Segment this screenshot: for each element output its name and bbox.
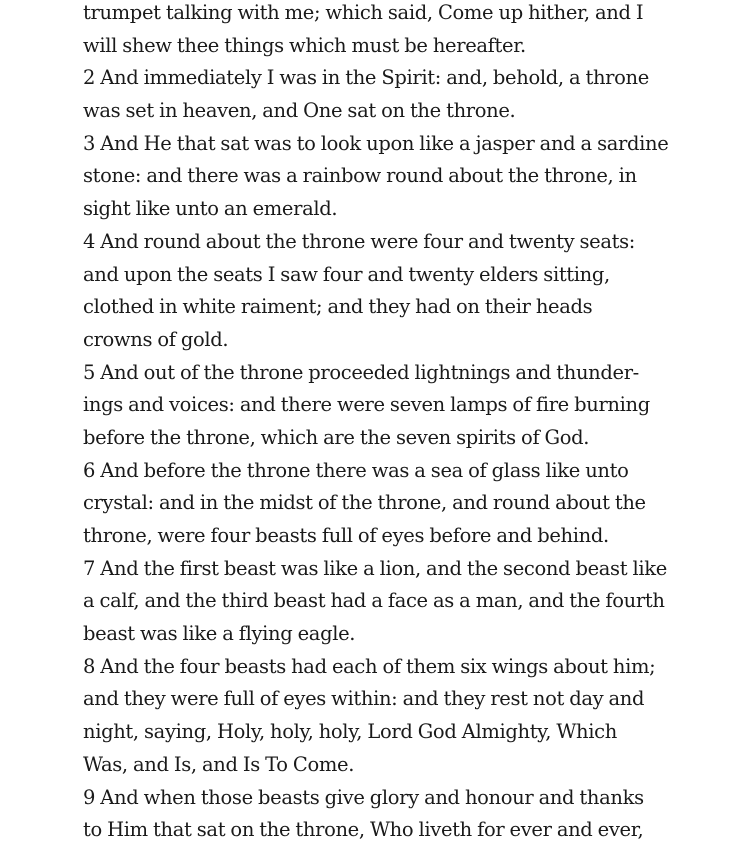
text-line: before the throne, which are the seven spirits of God. — [83, 425, 590, 449]
text-line: crowns of gold. — [83, 327, 229, 351]
text-line: was set in heaven, and One sat on the throne. — [83, 99, 516, 123]
text-line: ings and voices: and there were seven lamps of fire burning — [83, 393, 650, 417]
text-line: throne, were four beasts full of eyes before and behind. — [83, 524, 609, 547]
document-page — [83, 0, 723, 847]
text-line: sight like unto an emerald. — [83, 197, 338, 221]
text-line: will shew thee things which must be hereafter. — [83, 33, 526, 57]
text-line: and they were full of eyes within: and they rest not day and — [83, 687, 645, 711]
text-line: stone: and there was a rainbow round about the throne, in — [83, 164, 637, 188]
text-line: 4 And round about the throne were four and twenty seats: — [83, 229, 635, 253]
text-line: 5 And out of the throne proceeded lightnings and thunder- — [83, 360, 639, 384]
text-line: clothed in white raiment; and they had on their heads — [83, 295, 593, 319]
text-line: 8 And the four beasts had each of them six wings about him; — [83, 654, 656, 678]
text-line: night, saying, Holy, holy, holy, Lord God Almighty, Which — [83, 720, 617, 744]
text-line: and upon the seats I saw four and twenty elders sitting, — [83, 262, 610, 286]
text-line: 6 And before the throne there was a sea of glass like unto — [83, 458, 629, 482]
text-line: to Him that sat on the throne, Who liveth for ever and ever, — [83, 818, 644, 842]
text-line: beast was like a flying eagle. — [83, 622, 356, 646]
text-line: Was, and Is, and Is To Come. — [83, 752, 355, 776]
text-line: crystal: and in the midst of the throne, and round about the — [83, 491, 646, 515]
text-line: 7 And the first beast was like a lion, and the second beast like — [83, 556, 667, 580]
text-line: 9 And when those beasts give glory and honour and thanks — [83, 785, 644, 809]
text-line: 3 And He that sat was to look upon like a jasper and a sardine — [83, 131, 669, 155]
text-line: trumpet talking with me; which said, Come up hither, and I — [83, 1, 644, 24]
text-line: 2 And immediately I was in the Spirit: and, behold, a throne — [83, 66, 649, 90]
text-line: a calf, and the third beast had a face as a man, and the fourth — [83, 589, 665, 613]
